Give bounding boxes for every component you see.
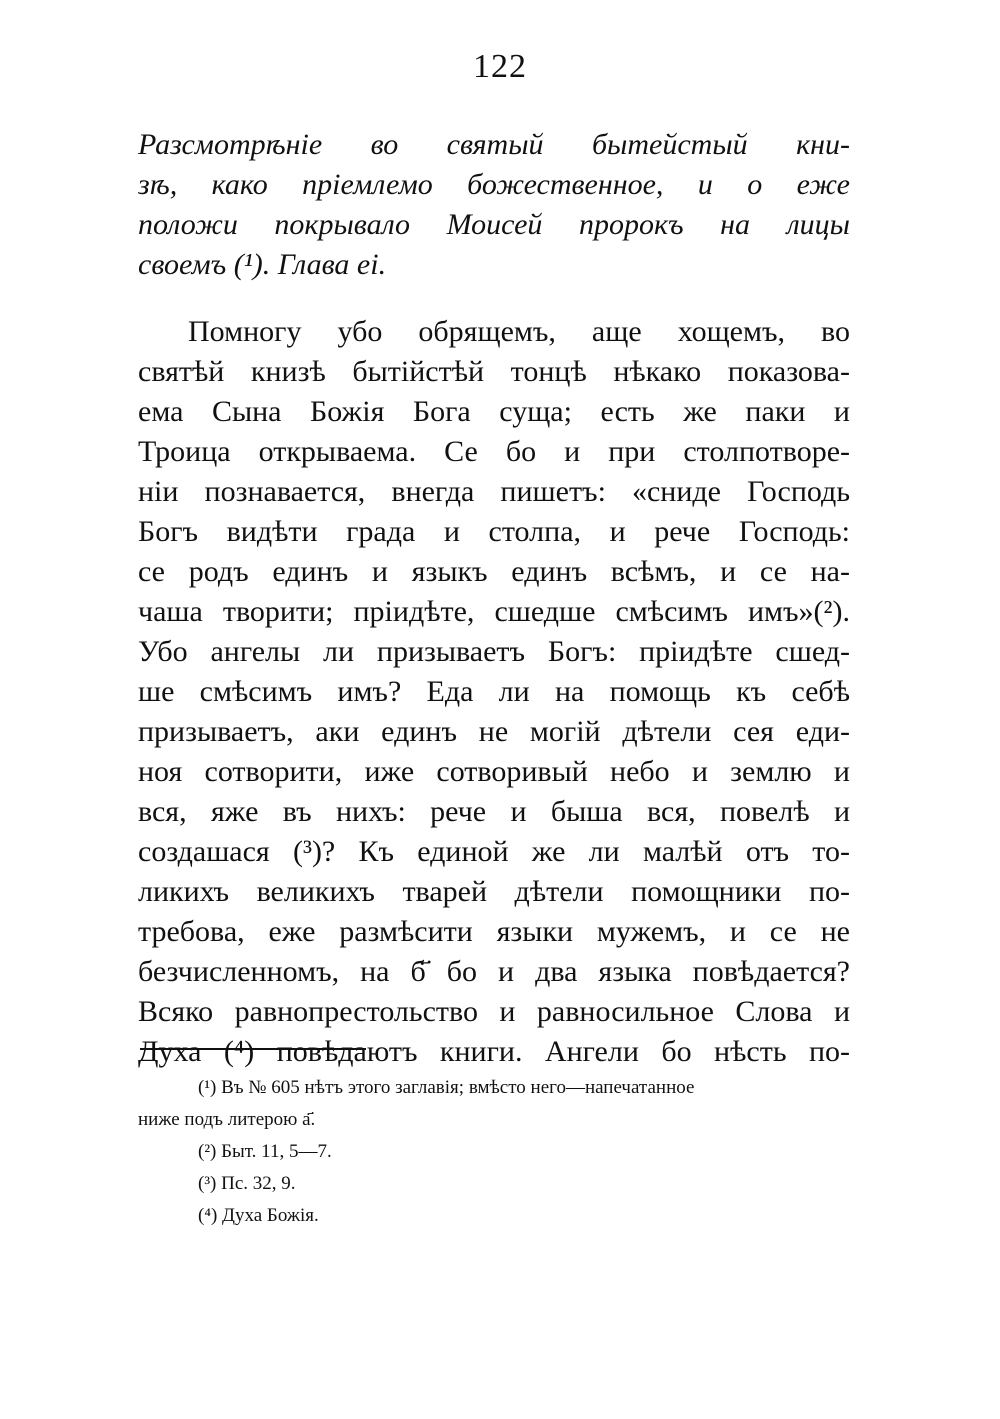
body-line: вся, яже въ нихъ: рече и быша вся, повелѣ и [138, 795, 850, 828]
footnotes [138, 1072, 850, 1232]
chapter-title-line: своемъ (¹). Глава еі. [138, 248, 387, 281]
page-number: 122 [473, 48, 527, 85]
chapter-title-line: положи покрывало Моисей пророкъ на лицы [138, 208, 850, 241]
footnote-2: (²) Быт. 11, 5—7. [198, 1141, 332, 1162]
body-line: Убо ангелы ли призываетъ Богъ: пріидѣте сшед- [138, 635, 850, 668]
body-paragraph [138, 312, 850, 1072]
body-line: Всяко равнопрестольство и равносильное Слова и [138, 995, 850, 1028]
body-line: безчисленномъ, на б҃ бо и два языка повѣдается? [138, 955, 850, 988]
body-line: ликихъ великихъ тварей дѣтели помощники по- [138, 875, 850, 908]
footnote-1-line: (¹) Въ № 605 нѣтъ этого заглавія; вмѣсто него—напечатанное [198, 1077, 695, 1098]
body-line: ше смѣсимъ имъ? Еда ли на помощь къ себѣ [138, 675, 850, 708]
body-line: призываетъ, аки единъ не могій дѣтели сея еди- [138, 715, 850, 748]
chapter-title-line: зѣ, како пріемлемо божественное, и о еже [138, 168, 850, 201]
body-line: Троица открываема. Се бо и при столпотворе- [138, 435, 850, 468]
body-line: святѣй книзѣ бытійстѣй тонцѣ нѣкако показова- [138, 355, 850, 388]
body-line: ема Сына Божія Бога суща; есть же паки и [138, 395, 850, 428]
body-line: Помногу убо обрящемъ, аще хощемъ, во [188, 315, 850, 348]
body-line: создашася (³)? Къ единой же ли малѣй отъ то- [138, 835, 850, 868]
body-line: ноя сотворити, иже сотворивый небо и землю и [138, 755, 850, 788]
chapter-title-line: Разсмотрѣніе во святый бытейстый кни- [138, 128, 850, 161]
body-line: требова, еже размѣсити языки мужемъ, и се не [138, 915, 850, 948]
body-line: чаша творити; пріидѣте, сшедше смѣсимъ имъ»(²). [138, 595, 850, 628]
chapter-title [138, 125, 850, 285]
body-line: Духа (⁴) повѣдаютъ книги. Ангели бо нѣсть по- [138, 1035, 850, 1068]
footnote-divider [140, 1048, 366, 1050]
footnote-3: (³) Пс. 32, 9. [198, 1173, 296, 1194]
footnote-1-line: ниже подъ литерою а҃. [138, 1109, 316, 1130]
body-line: се родъ единъ и языкъ единъ всѣмъ, и се на- [138, 555, 850, 588]
body-line: ніи познавается, внегда пишетъ: «сниде Господь [138, 475, 850, 508]
body-line: Богъ видѣти града и столпа, и рече Господь: [138, 515, 850, 548]
footnote-4: (⁴) Духа Божія. [198, 1205, 319, 1226]
